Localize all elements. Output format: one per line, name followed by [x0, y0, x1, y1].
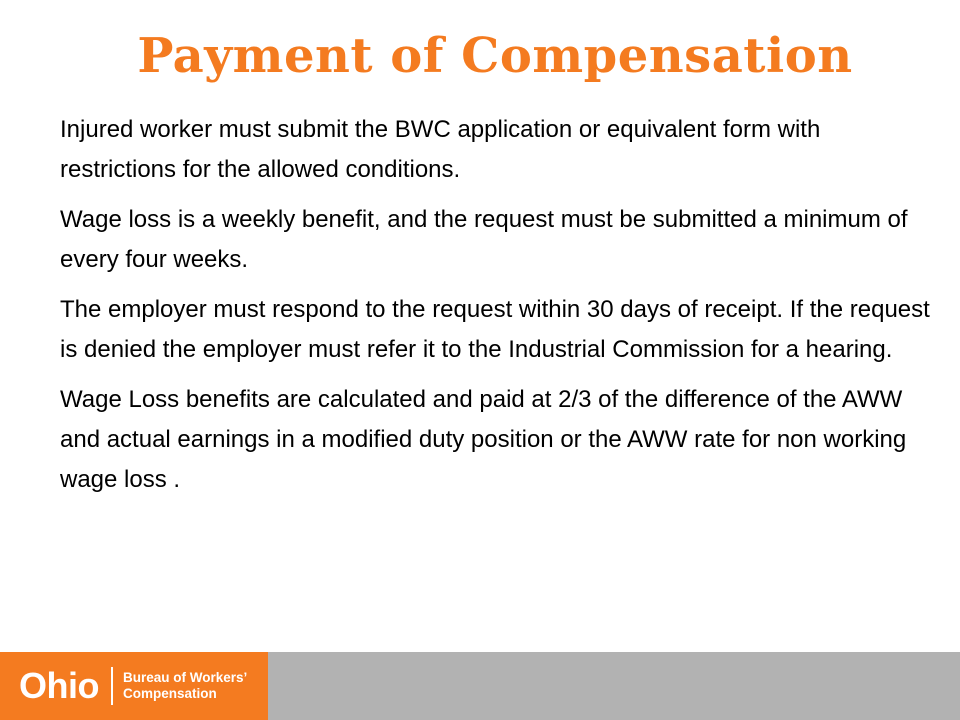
ohio-wordmark: Ohio: [19, 665, 99, 706]
slide-body: [60, 110, 930, 510]
slide-title: Payment of Compensation: [137, 28, 853, 84]
bwc-logo: [0, 652, 268, 720]
paragraph-application: Injured worker must submit the BWC application or equivalent form with restrictions for the allowed conditions.: [60, 116, 821, 183]
bureau-name-line2: Compensation: [122, 686, 217, 701]
paragraph-calculation: Wage Loss benefits are calculated and paid at 2/3 of the difference of the AWW and actual earnings in a modified duty position or the AWW rate for non working wage loss .: [60, 386, 907, 493]
footer-bar: [0, 652, 960, 720]
bureau-name: [123, 670, 247, 702]
bureau-name-line1: Bureau of Workers’: [122, 670, 248, 685]
logo-divider: [111, 667, 113, 705]
paragraph-weekly-benefit: Wage loss is a weekly benefit, and the request must be submitted a minimum of every four weeks.: [60, 206, 908, 273]
paragraph-employer-response: The employer must respond to the request within 30 days of receipt. If the request is denied the employer must refer it to the Industrial Commission for a hearing.: [60, 296, 930, 363]
